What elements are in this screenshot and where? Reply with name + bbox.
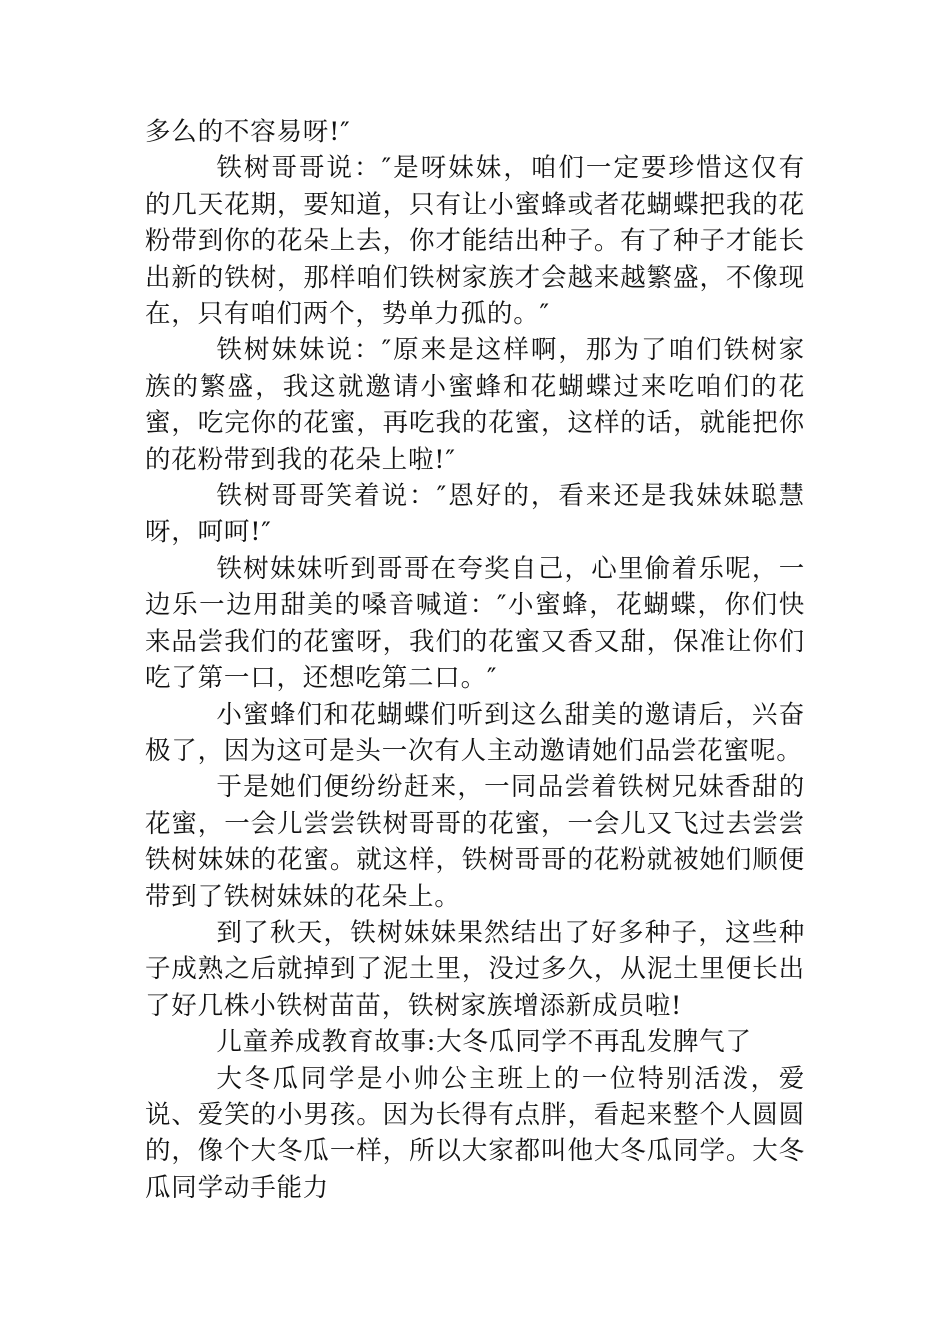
paragraph: 小蜜蜂们和花蝴蝶们听到这么甜美的邀请后，兴奋极了，因为这可是头一次有人主动邀请她们品尝花蜜呢。 [145, 699, 805, 766]
paragraph-continuation: 多么的不容易呀!″ [145, 117, 351, 147]
paragraph: 铁树妹妹听到哥哥在夸奖自己，心里偷着乐呢，一边乐一边用甜美的嗓音喊道：″小蜜蜂，花蝴蝶，你们快来品尝我们的花蜜呀，我们的花蜜又香又甜，保准让你们吃了第一口，还想吃第二口。″ [145, 553, 805, 694]
paragraph: 到了秋天，铁树妹妹果然结出了好多种子，这些种子成熟之后就掉到了泥土里，没过多久，从泥土里便长出了好几株小铁树苗苗，铁树家族增添新成员啦! [145, 917, 805, 1021]
paragraph: 铁树哥哥说：″是呀妹妹，咱们一定要珍惜这仅有的几天花期，要知道，只有让小蜜蜂或者花蝴蝶把我的花粉带到你的花朵上去，你才能结出种子。有了种子才能长出新的铁树，那样咱们铁树家族才会越来越繁盛，不像现在，只有咱们两个，势单力孤的。″ [145, 153, 805, 330]
paragraph: 铁树哥哥笑着说：″恩好的，看来还是我妹妹聪慧呀，呵呵!″ [145, 481, 805, 548]
paragraph: 铁树妹妹说：″原来是这样啊，那为了咱们铁树家族的繁盛，我这就邀请小蜜蜂和花蝴蝶过来吃咱们的花蜜，吃完你的花蜜，再吃我的花蜜，这样的话，就能把你的花粉带到我的花朵上啦!″ [145, 335, 805, 475]
story-title: 儿童养成教育故事:大冬瓜同学不再乱发脾气了 [216, 1027, 752, 1058]
body-text [145, 114, 805, 1206]
paragraph: 大冬瓜同学是小帅公主班上的一位特别活泼，爱说、爱笑的小男孩。因为长得有点胖，看起来整个人圆圆的，像个大冬瓜一样，所以大家都叫他大冬瓜同学。大冬瓜同学动手能力 [145, 1063, 805, 1203]
paragraph: 于是她们便纷纷赶来，一同品尝着铁树兄妹香甜的花蜜，一会儿尝尝铁树哥哥的花蜜，一会儿又飞过去尝尝铁树妹妹的花蜜。就这样，铁树哥哥的花粉就被她们顺便带到了铁树妹妹的花朵上。 [145, 772, 805, 912]
